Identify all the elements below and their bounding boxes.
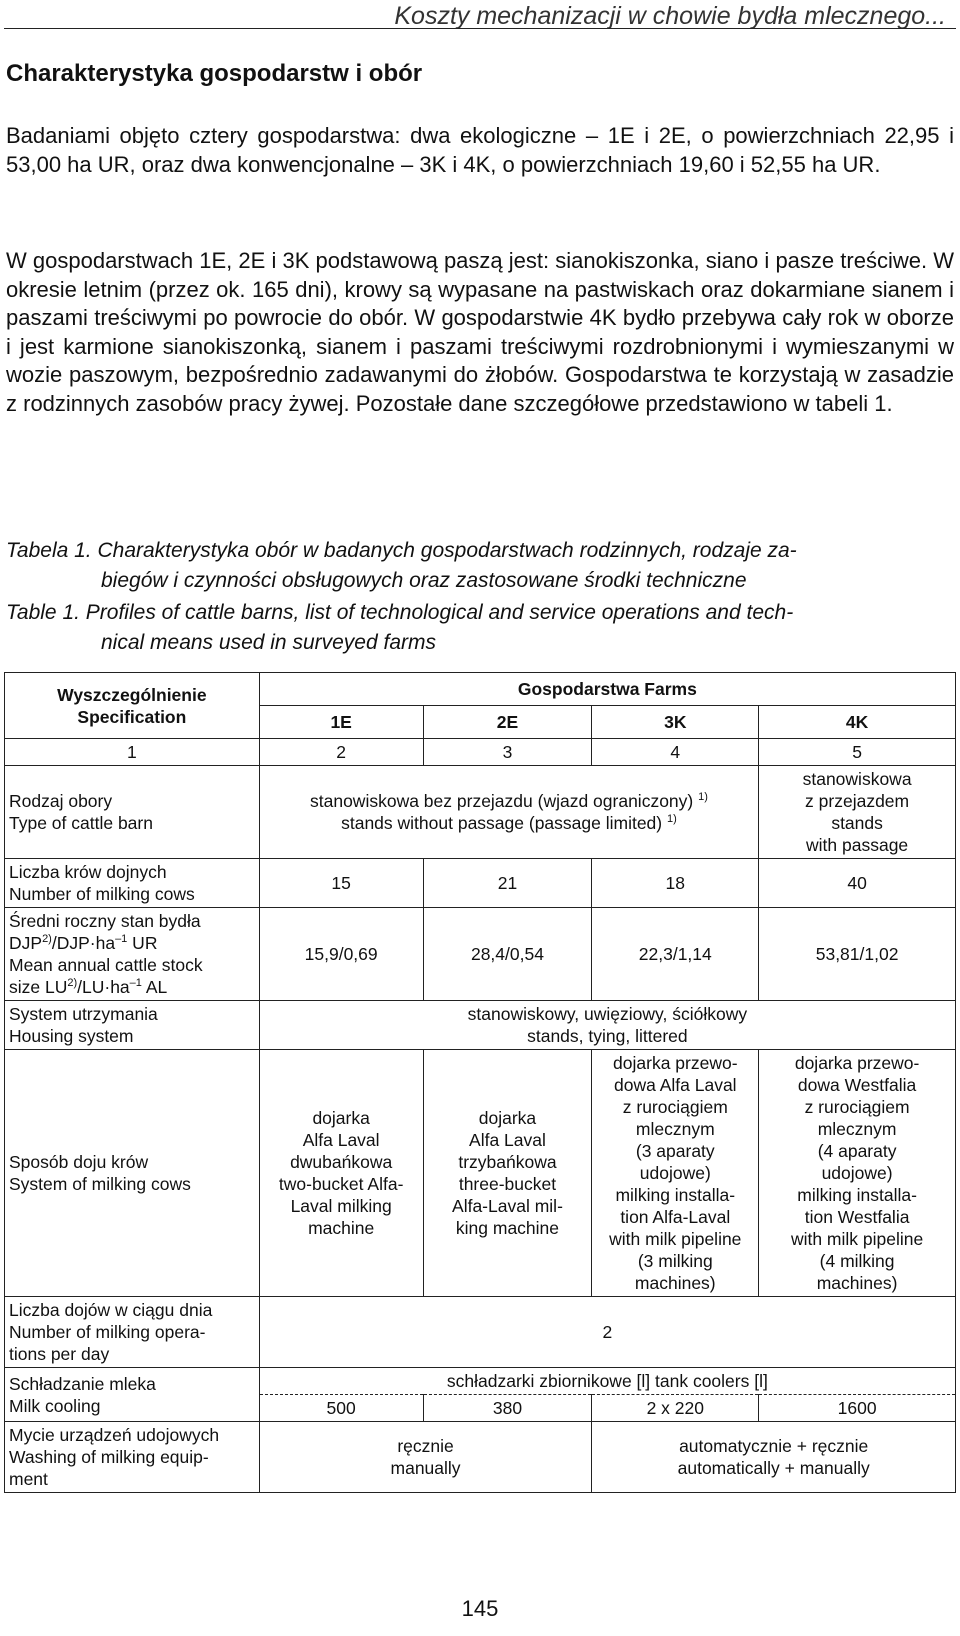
line: with passage bbox=[806, 835, 909, 855]
section-title: Charakterystyka gospodarstw i obór bbox=[6, 60, 423, 87]
milking-farm-4 bbox=[759, 1050, 956, 1297]
line: udojowe) bbox=[821, 1163, 893, 1183]
line: z rurociągiem bbox=[804, 1097, 910, 1117]
line: with milk pipeline bbox=[609, 1229, 742, 1249]
farm-code-3K: 3K bbox=[592, 706, 759, 739]
row-label-barn-type bbox=[5, 766, 260, 859]
barn-type-farm-4 bbox=[759, 766, 956, 859]
column-numbers-row bbox=[5, 739, 956, 766]
col-number: 2 bbox=[259, 739, 423, 766]
running-header bbox=[0, 0, 960, 30]
cows-value: 21 bbox=[423, 859, 592, 908]
cooling-type: schładzarki zbiornikowe [l] tank coolers [l] bbox=[259, 1368, 955, 1395]
line: Alfa Laval bbox=[302, 1130, 380, 1150]
barn-type-en: stands without passage (passage limited) bbox=[341, 813, 663, 833]
line: dojarka bbox=[312, 1108, 370, 1128]
line: Alfa-Laval mil- bbox=[452, 1196, 563, 1216]
label-line: Liczba dojów w ciągu dnia bbox=[9, 1300, 213, 1320]
paragraph-farms: Badaniami objęto cztery gospodarstwa: dwa ekologiczne – 1E i 2E, o powierzchniach 22,95 i 53,00 ha UR, oraz dwa konwencjonalne – 3K i 4K, o powierzchniach 19,60 i 52,55 ha UR. bbox=[6, 123, 954, 177]
line: (4 aparaty bbox=[817, 1141, 897, 1161]
line: two-bucket Alfa- bbox=[278, 1174, 404, 1194]
label-line: Mycie urządzeń udojowych bbox=[9, 1425, 220, 1445]
line: automatycznie + ręcznie bbox=[679, 1436, 869, 1456]
label-part: UR bbox=[127, 933, 158, 953]
farm-code-4K: 4K bbox=[759, 706, 956, 739]
label-pl: Liczba krów dojnych bbox=[9, 862, 167, 882]
line: Laval milking bbox=[290, 1196, 392, 1216]
col-number: 5 bbox=[759, 739, 956, 766]
line: king machine bbox=[455, 1218, 560, 1238]
caption-text-en-2: nical means used in surveyed farms bbox=[101, 631, 436, 654]
col-number: 3 bbox=[423, 739, 592, 766]
line: tion Westfalia bbox=[804, 1207, 910, 1227]
stock-value: 15,9/0,69 bbox=[259, 908, 423, 1001]
milking-farm-3 bbox=[592, 1050, 759, 1297]
row-label-milking-system bbox=[5, 1050, 260, 1297]
cooling-capacity: 380 bbox=[423, 1395, 592, 1422]
superscript: 2) bbox=[42, 933, 52, 946]
row-label-milkings-per-day bbox=[5, 1297, 260, 1368]
col-number: 4 bbox=[592, 739, 759, 766]
footnote-mark: 1) bbox=[698, 791, 708, 804]
table-row-barn-type bbox=[5, 766, 956, 859]
line: milking installa- bbox=[797, 1185, 917, 1205]
line: udojowe) bbox=[639, 1163, 711, 1183]
line: dowa Alfa Laval bbox=[613, 1075, 737, 1095]
cooling-capacity: 2 x 220 bbox=[592, 1395, 759, 1422]
table-row-milking-cows bbox=[5, 859, 956, 908]
caption-text-pl-2: biegów i czynności obsługowych oraz zastosowane środki techniczne bbox=[101, 569, 747, 592]
superscript: –1 bbox=[129, 977, 142, 990]
label-en: Type of cattle barn bbox=[9, 813, 153, 833]
label-en: System of milking cows bbox=[9, 1174, 191, 1194]
label-line: tions per day bbox=[9, 1344, 110, 1364]
superscript: –1 bbox=[115, 933, 128, 946]
label-line: Średni roczny stan bydła bbox=[9, 911, 201, 931]
spec-header-en: Specification bbox=[77, 706, 187, 727]
line: dojarka przewo- bbox=[613, 1053, 738, 1073]
line: z przejazdem bbox=[805, 791, 910, 811]
line: manually bbox=[390, 1458, 461, 1478]
spec-header-pl: Wyszczególnienie bbox=[57, 684, 207, 705]
line: machine bbox=[308, 1218, 375, 1238]
table-row-cattle-stock bbox=[5, 908, 956, 1001]
line: ręcznie bbox=[397, 1436, 454, 1456]
col-number: 1 bbox=[5, 739, 260, 766]
superscript: 2) bbox=[67, 977, 78, 990]
label-part: /LU·ha bbox=[77, 977, 130, 997]
housing-en: stands, tying, littered bbox=[527, 1026, 688, 1046]
table-row-milk-cooling-a bbox=[5, 1368, 956, 1395]
farm-characteristics-table bbox=[4, 672, 956, 1493]
table-row-housing bbox=[5, 1001, 956, 1050]
farm-code-2E: 2E bbox=[423, 706, 592, 739]
label-line: ment bbox=[9, 1469, 48, 1489]
line: three-bucket bbox=[458, 1174, 557, 1194]
row-label-washing bbox=[5, 1422, 260, 1493]
page-number: 145 bbox=[461, 1596, 499, 1621]
label-pl: System utrzymania bbox=[9, 1004, 158, 1024]
line: dojarka bbox=[478, 1108, 537, 1128]
caption-text-pl-1: Charakterystyka obór w badanych gospodarstwach rodzinnych, rodzaje za- bbox=[97, 539, 797, 562]
stock-value: 53,81/1,02 bbox=[759, 908, 956, 1001]
label-part: DJP bbox=[9, 933, 43, 953]
row-label-milking-cows bbox=[5, 859, 260, 908]
caption-label-pl: Tabela 1. bbox=[6, 539, 92, 562]
table-caption-pl bbox=[6, 536, 954, 596]
label-en: Milk cooling bbox=[9, 1395, 101, 1416]
line: dojarka przewo- bbox=[794, 1053, 920, 1073]
housing-value bbox=[259, 1001, 955, 1050]
line: mlecznym bbox=[635, 1119, 715, 1139]
footnote-mark: 1) bbox=[667, 813, 677, 826]
row-label-cattle-stock bbox=[5, 908, 260, 1001]
line: machines) bbox=[816, 1273, 898, 1293]
line: milking installa- bbox=[615, 1185, 736, 1205]
barn-type-pl: stanowiskowa bez przejazdu (wjazd ograniczony) bbox=[310, 791, 694, 811]
running-title: Koszty mechanizacji w chowie bydła mlecznego... bbox=[394, 2, 946, 30]
header-rule bbox=[4, 28, 956, 29]
line: machines) bbox=[634, 1273, 716, 1293]
row-label-milk-cooling bbox=[5, 1368, 260, 1422]
farm-code-1E: 1E bbox=[259, 706, 423, 739]
paragraph-feeding: W gospodarstwach 1E, 2E i 3K podstawową paszą jest: sianokiszonka, siano i pasze treściwe. W okresie letnim (przez ok. 165 dni), krowy są wypasane na pastwiskach oraz dokarmiane sianem i paszami treściwymi po powrocie do obór. W gospodarstwie 4K bydło przebywa cały rok w oborze i jest karmione sianokiszonką, sianem i paszami treściwymi rozdrobnionymi i wymieszanymi w wozie paszowym, bezpośrednio zadawanymi do żłobów. Gospodarstwa te korzystają w zasadzie z rodzinnych zasobów pracy żywej. Pozostałe dane szczegółowe przedstawiono w tabeli 1. bbox=[6, 248, 954, 416]
cows-value: 40 bbox=[759, 859, 956, 908]
label-line: Number of milking opera- bbox=[9, 1322, 206, 1342]
label-pl: Sposób doju krów bbox=[9, 1152, 149, 1172]
line: with milk pipeline bbox=[790, 1229, 924, 1249]
label-part: AL bbox=[141, 977, 168, 997]
milking-farm-2 bbox=[423, 1050, 592, 1297]
farms-header: Gospodarstwa Farms bbox=[259, 673, 955, 706]
table-caption-en bbox=[6, 598, 954, 658]
line: stanowiskowa bbox=[802, 769, 912, 789]
cooling-capacity: 500 bbox=[259, 1395, 423, 1422]
table-row-milkings-per-day bbox=[5, 1297, 956, 1368]
caption-text-en-1: Profiles of cattle barns, list of technological and service operations and tech- bbox=[85, 601, 794, 624]
stock-value: 28,4/0,54 bbox=[423, 908, 592, 1001]
label-line: Mean annual cattle stock bbox=[9, 955, 203, 975]
label-part: size LU bbox=[9, 977, 68, 997]
spec-header-cell bbox=[5, 673, 260, 739]
line: (4 milking bbox=[819, 1251, 895, 1271]
row-label-housing bbox=[5, 1001, 260, 1050]
washing-farms-1-2 bbox=[259, 1422, 592, 1493]
cows-value: 15 bbox=[259, 859, 423, 908]
label-pl: Rodzaj obory bbox=[9, 791, 113, 811]
cooling-capacity: 1600 bbox=[759, 1395, 956, 1422]
label-pl: Schładzanie mleka bbox=[9, 1373, 156, 1394]
milkings-per-day-value: 2 bbox=[259, 1297, 955, 1368]
table-row-milking-system bbox=[5, 1050, 956, 1297]
label-en: Housing system bbox=[9, 1026, 134, 1046]
table-row-washing bbox=[5, 1422, 956, 1493]
table-header-row bbox=[5, 673, 956, 706]
barn-type-farms-1-3 bbox=[259, 766, 758, 859]
line: stands bbox=[831, 813, 883, 833]
line: Alfa Laval bbox=[469, 1130, 546, 1150]
line: dowa Westfalia bbox=[797, 1075, 917, 1095]
line: z rurociągiem bbox=[622, 1097, 728, 1117]
cows-value: 18 bbox=[592, 859, 759, 908]
line: (3 aparaty bbox=[635, 1141, 715, 1161]
line: (3 milking bbox=[637, 1251, 713, 1271]
stock-value: 22,3/1,14 bbox=[592, 908, 759, 1001]
line: dwubańkowa bbox=[290, 1152, 393, 1172]
label-line: Washing of milking equip- bbox=[9, 1447, 209, 1467]
caption-label-en: Table 1. bbox=[6, 601, 80, 624]
washing-farms-3-4 bbox=[592, 1422, 956, 1493]
label-en: Number of milking cows bbox=[9, 884, 195, 904]
line: automatically + manually bbox=[677, 1458, 870, 1478]
line: mlecznym bbox=[817, 1119, 897, 1139]
line: trzybańkowa bbox=[458, 1152, 557, 1172]
line: tion Alfa-Laval bbox=[620, 1207, 731, 1227]
milking-farm-1 bbox=[259, 1050, 423, 1297]
housing-pl: stanowiskowy, uwięziowy, ściółkowy bbox=[467, 1004, 748, 1024]
label-part: /DJP·ha bbox=[51, 933, 116, 953]
